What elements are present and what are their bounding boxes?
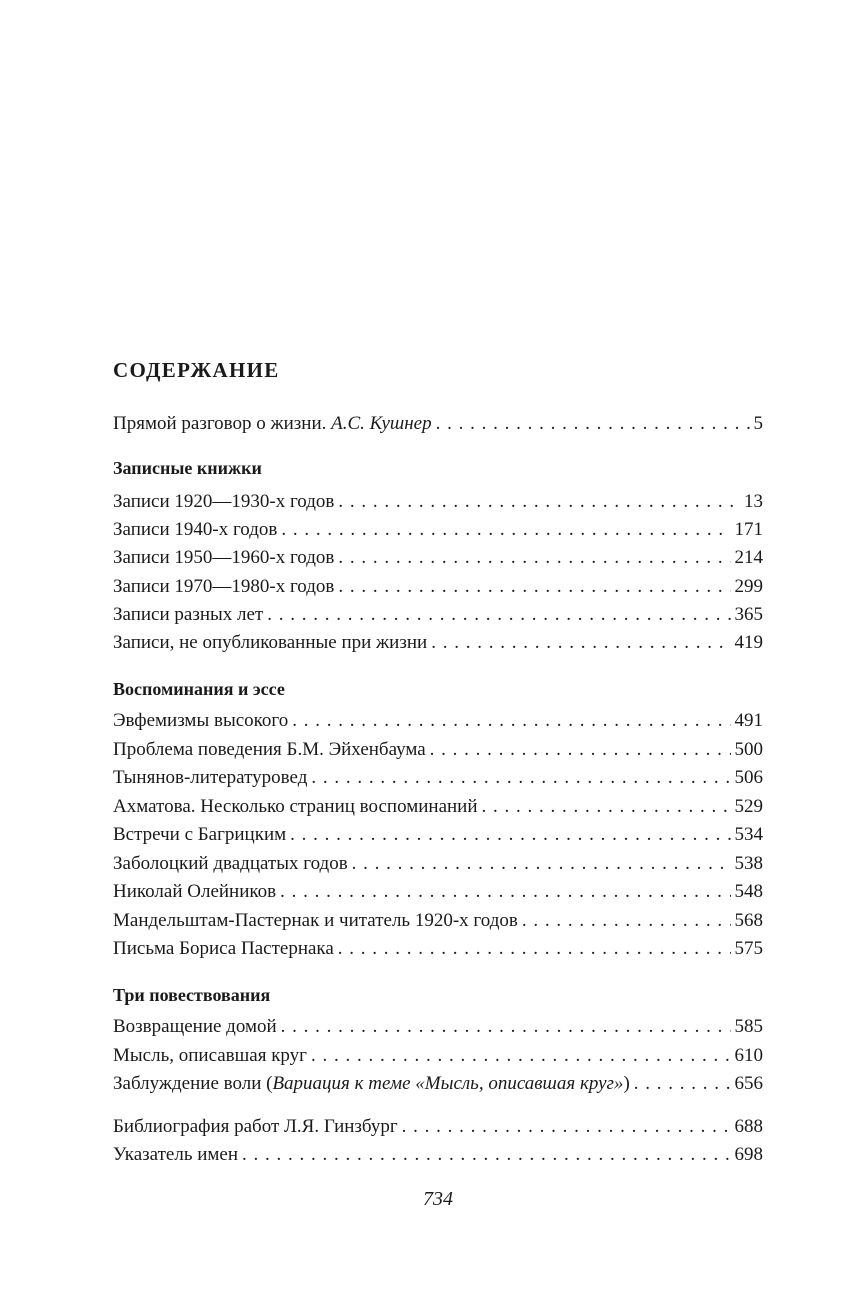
toc-page-number: 5 [753, 413, 763, 434]
toc-entry-subtitle: Вариация к теме «Мысль, описавшая круг» [272, 1073, 624, 1094]
toc-page-number: 568 [734, 910, 763, 931]
section-heading-notebooks: Записные книжки [113, 458, 262, 478]
toc-entry-label: Записи 1940-х годов [113, 519, 278, 540]
toc-page-number: 500 [734, 739, 763, 760]
toc-entry-label: Указатель имен [113, 1144, 239, 1165]
dot-leader [338, 937, 731, 961]
dot-leader [522, 909, 731, 933]
toc-page-number: 529 [734, 796, 763, 817]
toc-entry[interactable] [113, 631, 763, 655]
dot-leader [280, 880, 730, 904]
toc-entry-label: Заболоцкий двадцатых годов [113, 853, 348, 874]
toc-entry-label: Мандельштам-Пастернак и читатель 1920-х годов [113, 910, 518, 931]
toc-page-number: 171 [734, 519, 763, 540]
toc-page-number: 538 [734, 853, 763, 874]
toc-page-number: 365 [734, 604, 763, 625]
toc-entry[interactable] [113, 518, 763, 542]
toc-entry[interactable] [113, 937, 763, 961]
dot-leader [311, 766, 730, 790]
toc-entry[interactable] [113, 709, 763, 733]
toc-entry-title: Прямой разговор о жизни. [113, 413, 332, 434]
dot-leader [338, 490, 740, 514]
toc-entry[interactable] [113, 1015, 763, 1039]
toc-entry-label: Письма Бориса Пастернака [113, 938, 334, 959]
toc-entry[interactable] [113, 738, 763, 762]
toc-page-number: 534 [734, 824, 763, 845]
toc-entry-label: Ахматова. Несколько страниц воспоминаний [113, 796, 478, 817]
toc-entry-label: Проблема поведения Б.М. Эйхенбаума [113, 739, 426, 760]
toc-entry-label [113, 412, 432, 436]
toc-page-number: 491 [734, 710, 763, 731]
dot-leader [290, 823, 730, 847]
dot-leader [431, 631, 730, 655]
toc-entry[interactable] [113, 575, 763, 599]
toc-page-number: 419 [734, 632, 763, 653]
toc-page-number: 656 [734, 1073, 763, 1094]
toc-entry[interactable] [113, 823, 763, 847]
toc-page-number: 688 [734, 1116, 763, 1137]
toc-page-number: 610 [734, 1045, 763, 1066]
toc-page-number: 698 [734, 1144, 763, 1165]
toc-entry[interactable] [113, 909, 763, 933]
dot-leader [352, 852, 731, 876]
toc-entry-label: Записи 1920—1930-х годов [113, 491, 335, 512]
page-number-folio: 734 [423, 1188, 453, 1210]
dot-leader [338, 575, 730, 599]
dot-leader [482, 795, 731, 819]
toc-entry-title: Заблуждение воли ( [113, 1073, 273, 1094]
toc-entry-label: Библиография работ Л.Я. Гинзбург [113, 1116, 398, 1137]
toc-entry[interactable] [113, 795, 763, 819]
toc-entry-label: Записи 1950—1960-х годов [113, 547, 335, 568]
toc-entry[interactable] [113, 546, 763, 570]
toc-entry[interactable] [113, 490, 763, 514]
toc-entry-label: Записи, не опубликованные при жизни [113, 632, 428, 653]
toc-entry-author: А.С. Кушнер [331, 413, 432, 434]
toc-entry-label: Тынянов-литературовед [113, 767, 308, 788]
toc-entry-intro[interactable] [113, 412, 763, 436]
toc-page-number: 548 [734, 881, 763, 902]
dot-leader [338, 546, 730, 570]
toc-entry-label: Записи разных лет [113, 604, 264, 625]
toc-entry-label: Возвращение домой [113, 1016, 277, 1037]
dot-leader [311, 1044, 731, 1068]
toc-entry-label: Николай Олейников [113, 881, 277, 902]
dot-leader [402, 1115, 731, 1139]
toc-entry[interactable] [113, 766, 763, 790]
section-heading-narratives: Три повествования [113, 985, 271, 1005]
toc-page-number: 13 [744, 491, 763, 512]
dot-leader [292, 709, 730, 733]
toc-entry-title-end: ) [623, 1073, 630, 1094]
dot-leader [634, 1072, 731, 1096]
toc-entry-label [113, 1072, 630, 1096]
toc-page-number: 299 [734, 576, 763, 597]
toc-entry[interactable] [113, 1072, 763, 1096]
toc-entry[interactable] [113, 1115, 763, 1139]
section-heading-memoirs: Воспоминания и эссе [113, 679, 285, 699]
toc-entry-label: Записи 1970—1980-х годов [113, 576, 335, 597]
toc-page-number: 575 [734, 938, 763, 959]
toc-entry[interactable] [113, 603, 763, 627]
dot-leader [242, 1143, 730, 1167]
toc-entry[interactable] [113, 852, 763, 876]
toc-entry-label: Мысль, описавшая круг [113, 1045, 307, 1066]
toc-entry[interactable] [113, 880, 763, 904]
dot-leader [436, 412, 750, 436]
toc-title: СОДЕРЖАНИЕ [113, 358, 280, 382]
toc-page-number: 506 [734, 767, 763, 788]
toc-entry[interactable] [113, 1044, 763, 1068]
dot-leader [430, 738, 731, 762]
dot-leader [267, 603, 730, 627]
toc-page-number: 214 [734, 547, 763, 568]
toc-entry[interactable] [113, 1143, 763, 1167]
toc-entry-label: Встречи с Багрицким [113, 824, 287, 845]
dot-leader [281, 518, 730, 542]
dot-leader [281, 1015, 731, 1039]
toc-page-number: 585 [734, 1016, 763, 1037]
toc-entry-label: Эвфемизмы высокого [113, 710, 289, 731]
